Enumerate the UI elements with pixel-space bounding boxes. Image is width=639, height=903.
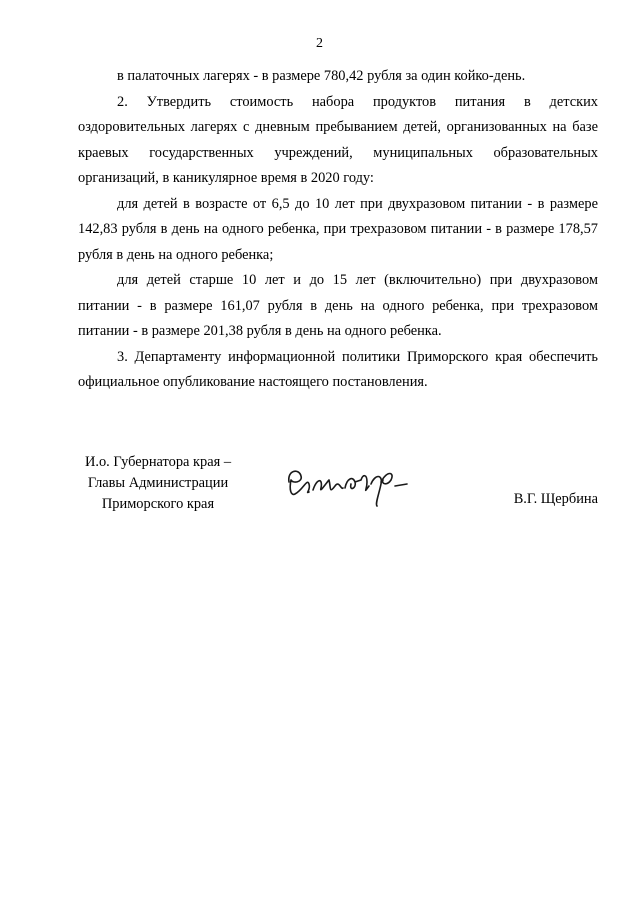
signatory-title: [78, 452, 238, 515]
signatory-title-line: И.о. Губернатора края –: [84, 454, 232, 470]
signatory-title-line: Приморского края: [101, 496, 215, 512]
page-number: 2: [316, 36, 323, 51]
paragraph-continuation: в палаточных лагерях - в размере 780,42 рубля за один койко-день.: [117, 68, 526, 84]
document-body: [78, 64, 598, 396]
paragraph-item-2: 2. Утвердить стоимость набора продуктов питания в детских оздоровительных лагерях с дневным пребыванием детей, организованных на базе краевых государственных учреждений, муниципальных образовательных организаций, в каникулярное время в 2020 году:: [78, 93, 598, 186]
paragraph-children-6-10: для детей в возрасте от 6,5 до 10 лет при двухразовом питании - в размере 142,83 рубля в день на одного ребенка, при трехразовом питании - в размере 178,57 рубля в день на одного ребенка;: [78, 195, 598, 263]
paragraph-item-3: 3. Департаменту информационной политики Приморского края обеспечить официальное опубликование настоящего постановления.: [78, 348, 598, 390]
signatory-title-line: Главы Администрации: [87, 475, 229, 491]
signatory-name: В.Г. Щербина: [513, 491, 598, 507]
paragraph-children-10-15: для детей старше 10 лет и до 15 лет (включительно) при двухразовом питании - в размере 161,07 рубля в день на одного ребенка, при трехразовом питании - в размере 201,38 рубля в день на одного ребенка.: [78, 272, 598, 339]
handwritten-signature: [283, 460, 443, 510]
signature-block: [78, 452, 598, 522]
